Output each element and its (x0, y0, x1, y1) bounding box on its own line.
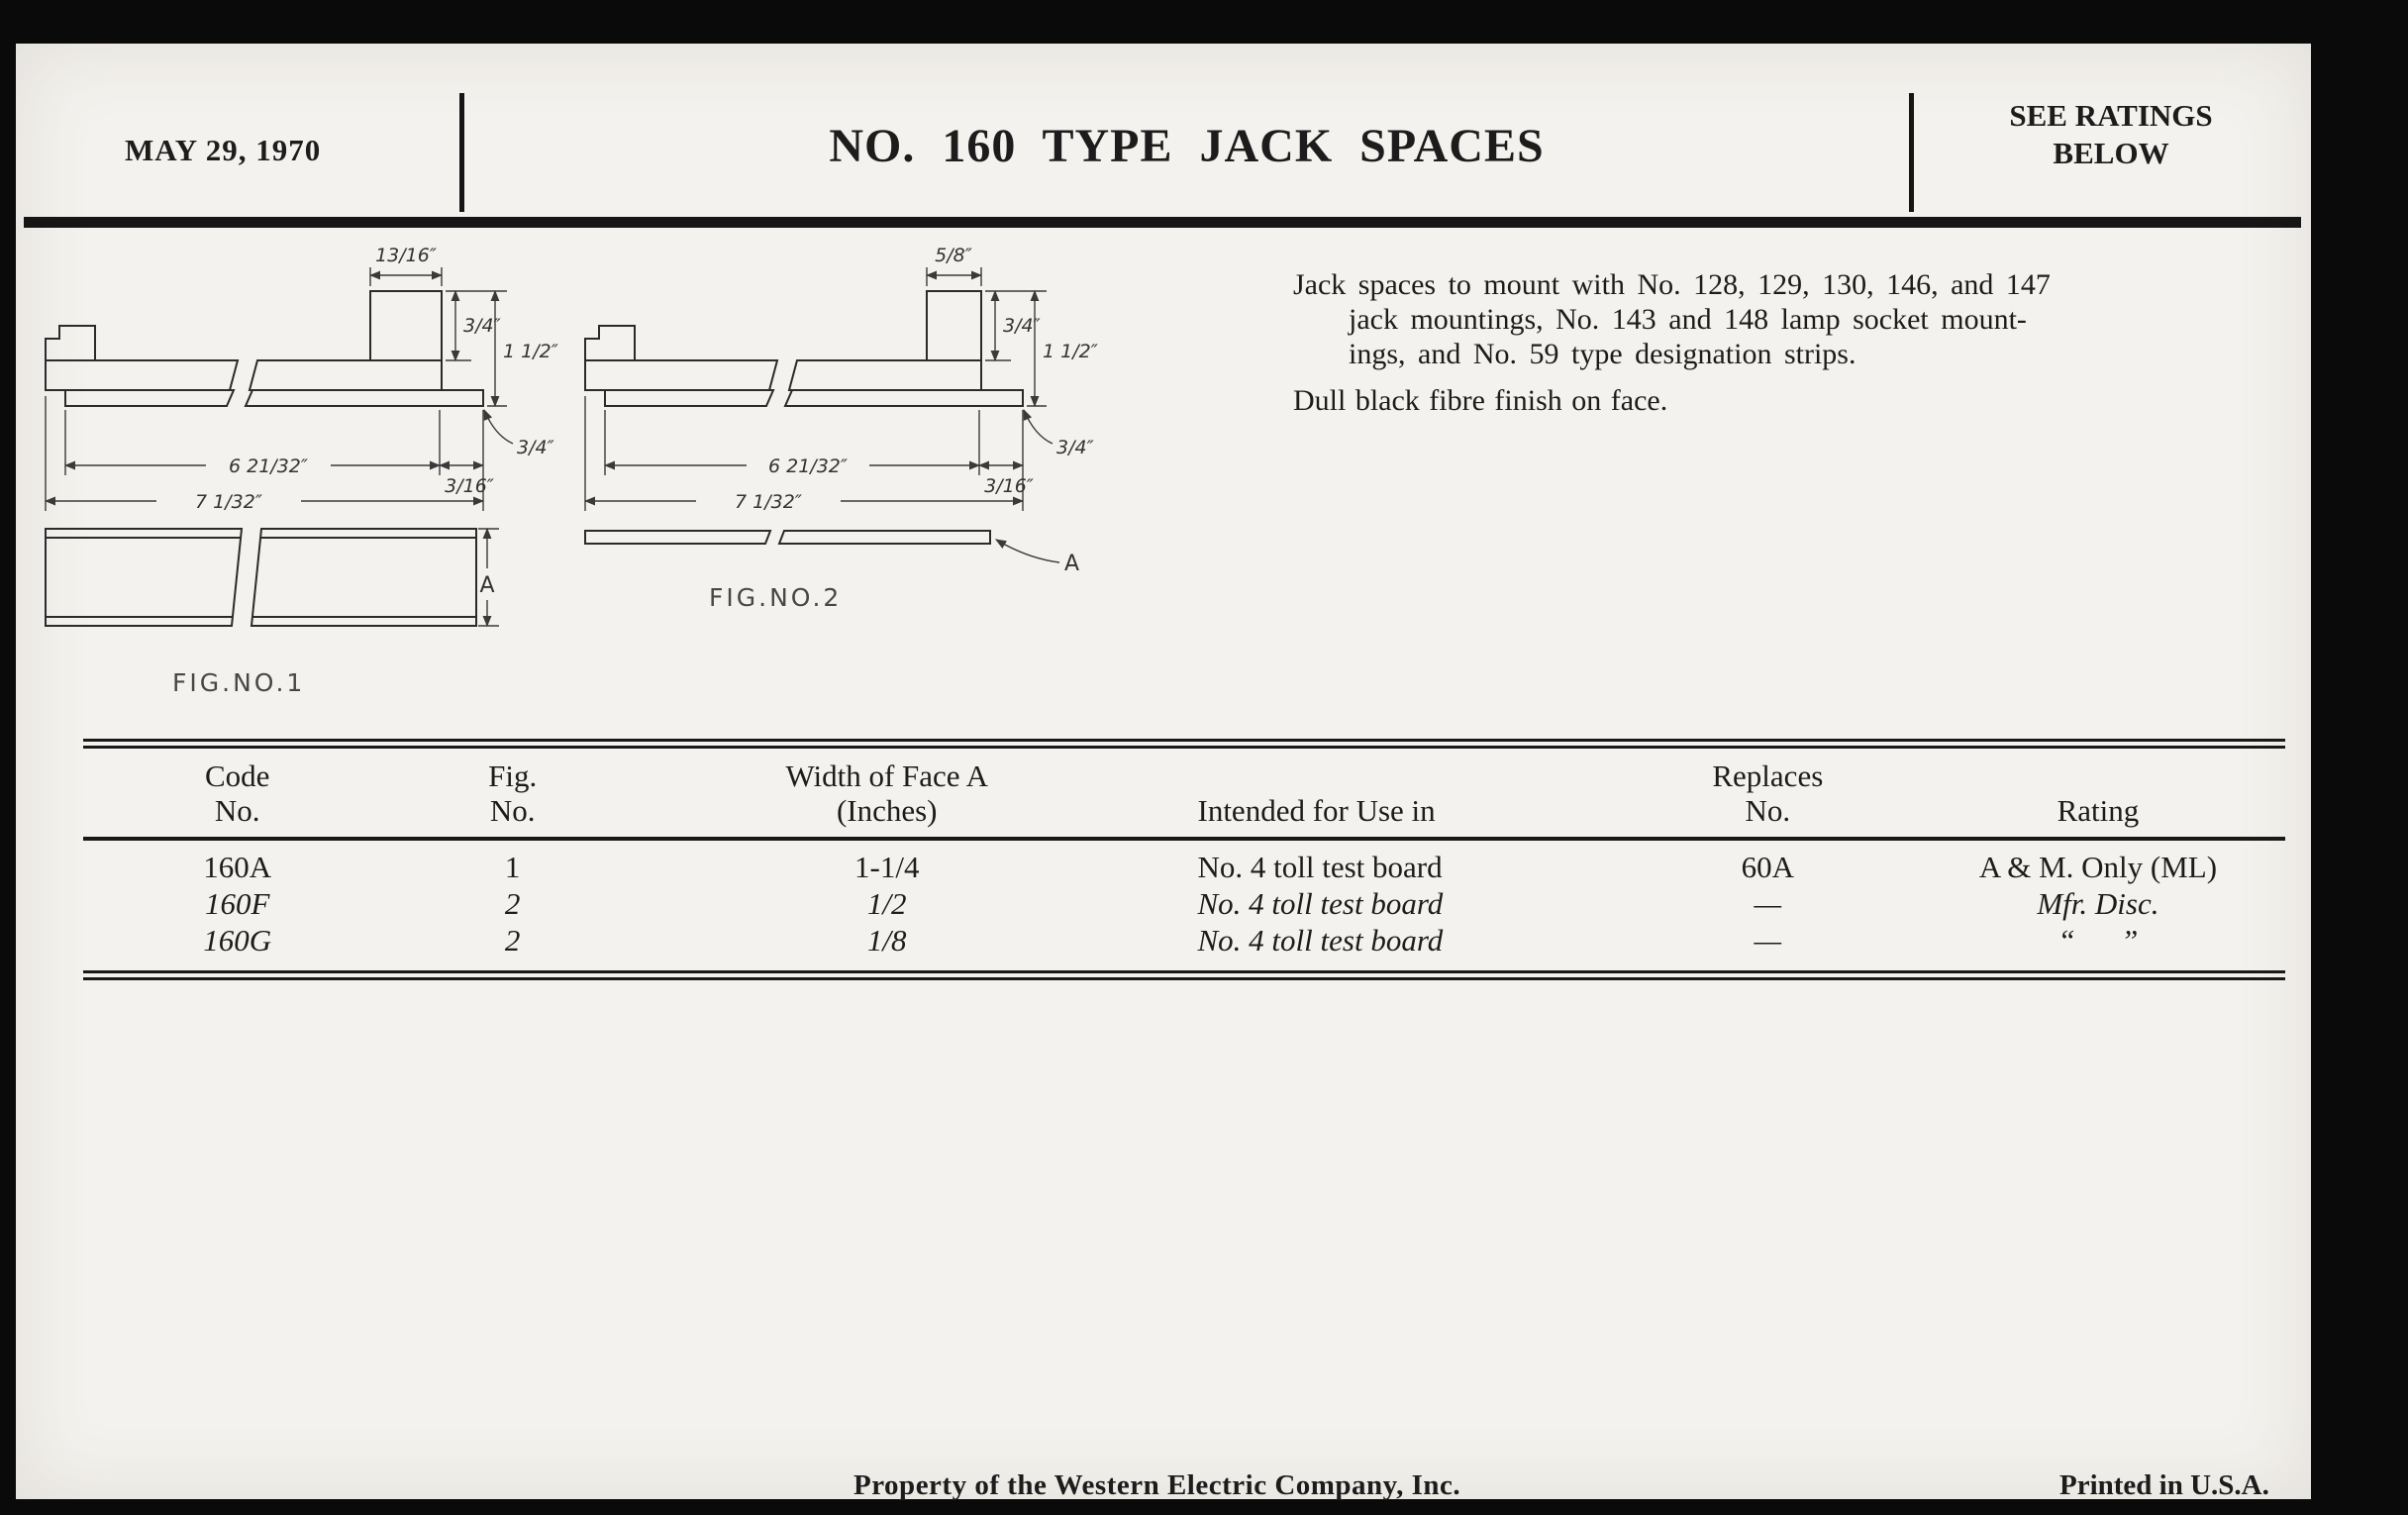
ratings-note-line1: SEE RATINGS (2009, 98, 2213, 133)
table-row (83, 922, 2285, 962)
cell-replaces: 60A (1741, 850, 1795, 884)
column-header-fig (391, 755, 634, 839)
column-header-use (1141, 755, 1625, 839)
cell-fig: 1 (504, 850, 521, 884)
column-header-rating (1911, 755, 2285, 839)
table-header-row (83, 755, 2285, 839)
column-header-line: No. (489, 793, 536, 828)
cell-use: No. 4 toll test board (1197, 886, 1444, 921)
fig2-dim-offset: 3/16″ (984, 475, 1034, 497)
column-header-line: Fig. (488, 758, 538, 793)
cell-fig: 2 (504, 923, 521, 958)
document-page (16, 44, 2311, 1499)
cell-rating: A & M. Only (ML) (1978, 850, 2218, 884)
cell-replaces: — (1754, 923, 1782, 958)
fig2-dim-depth: 3/4″ (1003, 315, 1041, 337)
fig2-dim-height: 1 1/2″ (1043, 341, 1098, 362)
cell-width: 1/8 (866, 923, 907, 958)
column-header-width (634, 755, 1141, 839)
fig2-dim-inner-width: 6 21/32″ (768, 455, 848, 477)
column-header-line: Intended for Use in (1197, 793, 1436, 828)
footer-property-notice: Property of the Western Electric Company, Inc. (853, 1469, 1461, 1501)
fig2-label: FIG.NO.2 (709, 583, 843, 612)
header-divider-left (459, 93, 464, 212)
fig1-dim-face: A (479, 573, 495, 598)
header-rule (24, 217, 2301, 228)
column-header-line: Replaces (1712, 758, 1824, 793)
fig1-dim-depth: 3/4″ (463, 315, 501, 337)
footer-printed-notice: Printed in U.S.A. (2059, 1469, 2269, 1501)
column-header-line: No. (214, 793, 260, 828)
cell-width: 1-1/4 (854, 850, 920, 884)
fig1-label: FIG.NO.1 (172, 668, 306, 697)
fig2-dim-flange: 3/4″ (1056, 437, 1094, 458)
ratings-note (1925, 97, 2297, 172)
cell-fig: 2 (504, 886, 521, 921)
description-line: Jack spaces to mount with No. 128, 129, 130, 146, and 147 (1293, 268, 2051, 301)
fig1-dim-offset: 3/16″ (445, 475, 494, 497)
column-header-line: No. (1745, 793, 1791, 828)
fig2-dim-overall-width: 7 1/32″ (735, 491, 802, 513)
column-header-line: (Inches) (836, 793, 938, 828)
cell-rating: “ ” (2057, 923, 2139, 958)
cell-width: 1/2 (866, 886, 907, 921)
fig1-dim-flange: 3/4″ (517, 437, 554, 458)
finish-note: Dull black fibre finish on face. (1293, 384, 1668, 417)
table-row (83, 885, 2285, 922)
fig1-dim-height: 1 1/2″ (503, 341, 558, 362)
column-header-line: Rating (2057, 793, 2140, 828)
cell-rating: Mfr. Disc. (2037, 886, 2159, 921)
cell-code: 160G (203, 923, 272, 958)
cell-use: No. 4 toll test board (1197, 850, 1443, 884)
column-header-line: Code (204, 758, 270, 793)
spec-table (83, 739, 2285, 980)
fig2-dim-top-width: 5/8″ (935, 245, 972, 266)
fig2-dim-face: A (1064, 552, 1080, 576)
figures-drawing (26, 232, 1174, 707)
description-text (1293, 267, 2305, 418)
header-divider-right (1909, 93, 1914, 212)
column-header-line: Width of Face A (785, 758, 988, 793)
column-header-code (83, 755, 391, 839)
column-header-replaces (1625, 755, 1911, 839)
fig1-dim-inner-width: 6 21/32″ (229, 455, 308, 477)
table-row (83, 839, 2285, 885)
cell-replaces: — (1754, 886, 1782, 921)
fig1-dim-top-width: 13/16″ (375, 245, 437, 266)
description-line: jack mountings, No. 143 and 148 lamp socket mount- (1349, 303, 2027, 336)
page-title: NO. 160 TYPE JACK SPACES (829, 120, 1545, 172)
ratings-note-line2: BELOW (2053, 136, 2169, 170)
fig1-dim-overall-width: 7 1/32″ (195, 491, 262, 513)
cell-code: 160F (204, 886, 270, 921)
cell-code: 160A (203, 850, 272, 884)
cell-use: No. 4 toll test board (1197, 923, 1444, 958)
description-line: ings, and No. 59 type designation strips. (1349, 338, 1856, 370)
document-date: MAY 29, 1970 (125, 133, 322, 167)
